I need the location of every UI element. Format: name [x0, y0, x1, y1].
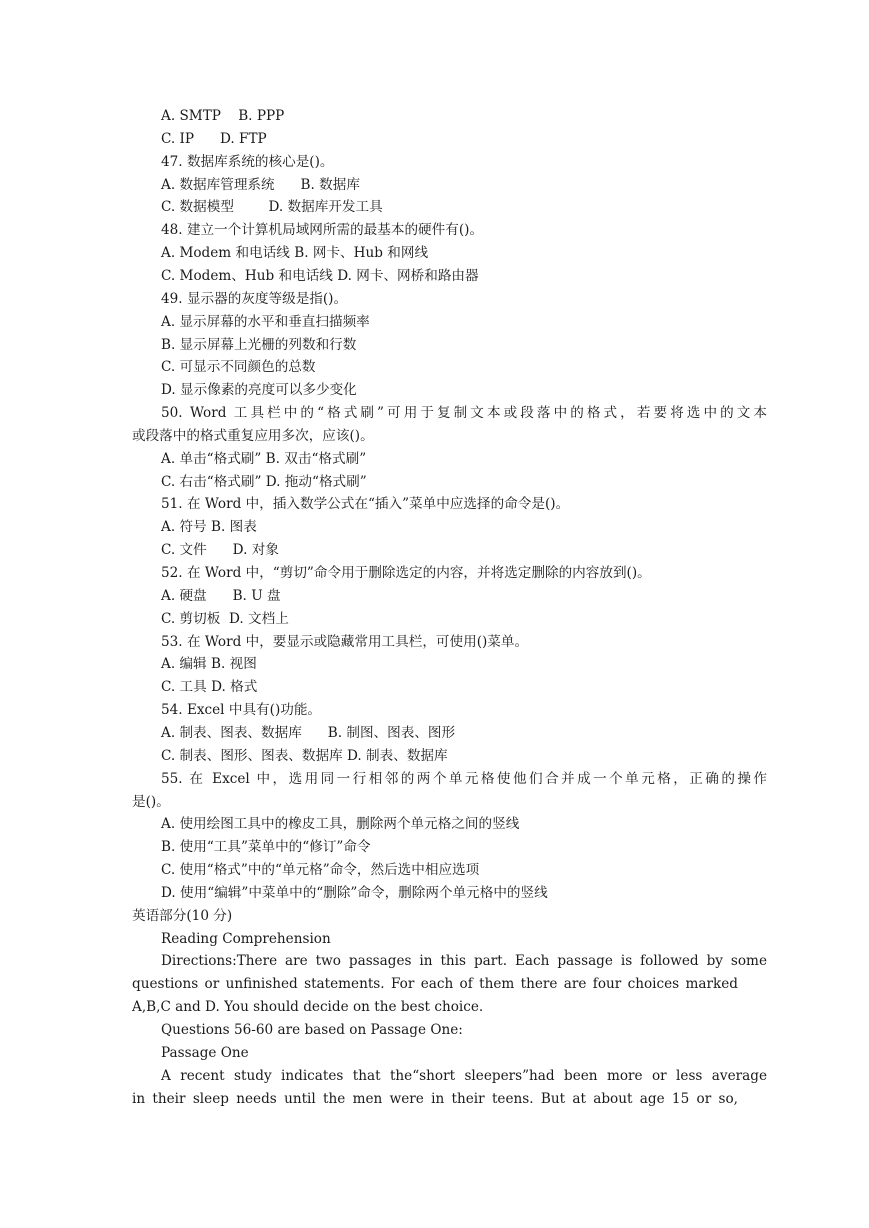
text-line: C. 工具 D. 格式 [161, 679, 258, 696]
text-line: C. 使用“格式”中的“单元格”命令，然后选中相应选项 [161, 862, 480, 879]
text-line: 是()。 [132, 793, 170, 810]
text-line: C. 数据模型 D. 数据库开发工具 [161, 199, 383, 216]
text-line: in their sleep needs until the men were in their teens. But at about age 15 or so, [132, 1090, 738, 1107]
text-line: 54. Excel 中具有()功能。 [161, 702, 322, 719]
text-line: A recent study indicates that the“short sleepers”had been more or less average [161, 1067, 767, 1084]
text-line: 50. Word 工具栏中的“格式刷”可用于复制文本或段落中的格式，若要将选中的文本 [161, 405, 767, 422]
text-line: B. 显示屏幕上光栅的列数和行数 [161, 336, 357, 353]
text-line: A,B,C and D. You should decide on the best choice. [132, 999, 484, 1016]
text-line: B. 使用“工具”菜单中的“修订”命令 [161, 839, 371, 856]
text-line: 47. 数据库系统的核心是()。 [161, 153, 334, 170]
text-line: A. 硬盘 B. U 盘 [161, 587, 281, 604]
text-line: questions or unfinished statements. For each of them there are four choices marked [132, 976, 738, 993]
text-line: A. 数据库管理系统 B. 数据库 [161, 176, 360, 193]
text-line: C. IP D. FTP [161, 130, 267, 147]
text-line: C. 文件 D. 对象 [161, 542, 279, 559]
text-line: A. 符号 B. 图表 [161, 519, 257, 536]
text-line: Reading Comprehension [161, 930, 331, 947]
text-line: A. 单击“格式刷” B. 双击“格式刷” [161, 450, 367, 467]
text-line: Questions 56-60 are based on Passage One: [161, 1022, 463, 1038]
text-line: 55. 在 Excel 中，选用同一行相邻的两个单元格使他们合并成一个单元格，正确的操作 [161, 770, 767, 787]
text-line: D. 使用“编辑”中菜单中的“删除”命令，删除两个单元格中的竖线 [161, 884, 548, 901]
text-line: 53. 在 Word 中，要显示或隐藏常用工具栏，可使用()菜单。 [161, 633, 529, 650]
text-line: A. 编辑 B. 视图 [161, 656, 257, 673]
text-line: 49. 显示器的灰度等级是指()。 [161, 290, 348, 307]
text-line: A. 显示屏幕的水平和垂直扫描频率 [161, 313, 370, 330]
text-line: C. 可显示不同颜色的总数 [161, 359, 316, 376]
text-line: 52. 在 Word 中，“剪切”命令用于删除选定的内容，并将选定删除的内容放到()。 [161, 565, 651, 581]
text-line: A. Modem 和电话线 B. 网卡、Hub 和网线 [161, 245, 429, 262]
text-line: C. 右击“格式刷” D. 拖动“格式刷” [161, 473, 367, 490]
text-line: Passage One [161, 1044, 249, 1061]
text-line: 英语部分(10 分) [132, 907, 233, 924]
text-line: 或段落中的格式重复应用多次，应该()。 [132, 427, 374, 444]
text-line: Directions:There are two passages in this part. Each passage is followed by some [161, 953, 767, 970]
text-line: C. 制表、图形、图表、数据库 D. 制表、数据库 [161, 747, 448, 764]
text-line: C. 剪切板 D. 文档上 [161, 610, 289, 627]
text-line: A. 制表、图表、数据库 B. 制图、图表、图形 [161, 724, 456, 741]
text-line: 51. 在 Word 中，插入数学公式在“插入”菜单中应选择的命令是()。 [161, 496, 570, 513]
text-line: 48. 建立一个计算机局域网所需的最基本的硬件有()。 [161, 222, 484, 239]
text-line: A. SMTP B. PPP [161, 108, 285, 124]
text-line: C. Modem、Hub 和电话线 D. 网卡、网桥和路由器 [161, 267, 479, 284]
text-line: A. 使用绘图工具中的橡皮工具，删除两个单元格之间的竖线 [161, 816, 520, 833]
text-line: D. 显示像素的亮度可以多少变化 [161, 382, 357, 399]
